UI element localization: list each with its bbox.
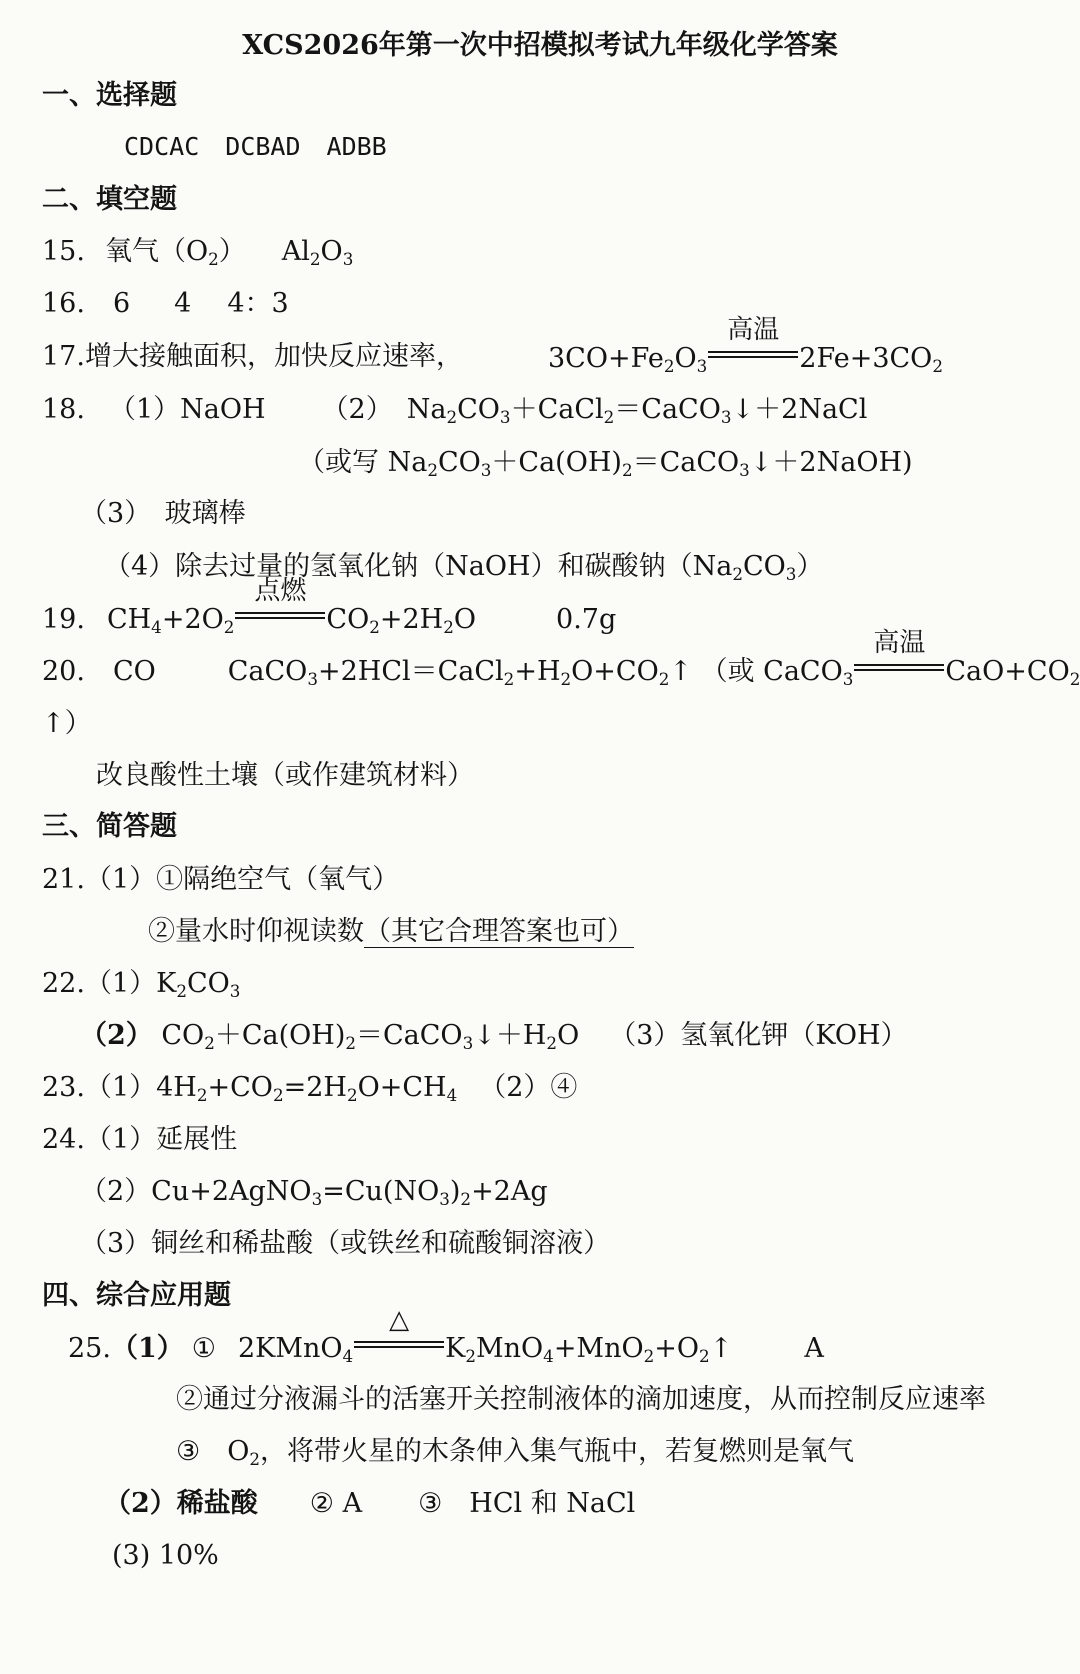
rhs: 2Fe+3CO [799, 343, 933, 374]
q25-p2b: ② A [309, 1488, 363, 1519]
sub: 4 [342, 1346, 354, 1367]
q24-p1: （1）延展性 [84, 1124, 238, 1155]
sub: 2 [249, 1449, 260, 1470]
sub: 2 [309, 249, 321, 270]
q17-text: 增大接触面积，加快反应速率， [84, 341, 463, 372]
q22-p2: （2） [80, 1020, 153, 1051]
sub: 3 [462, 1033, 474, 1054]
answer-21 [42, 866, 399, 893]
lhs: 3CO+Fe [548, 343, 664, 374]
q16-number: 16. [42, 288, 85, 319]
sub: 2 [503, 669, 515, 690]
q22-number: 22. [42, 968, 85, 999]
sub: 2 [643, 1346, 655, 1367]
sub: 2 [621, 460, 633, 481]
page-title: XCS2026年第一次中招模拟考试九年级化学答案 [242, 30, 838, 61]
q15-a: 氧气（O [104, 236, 209, 267]
sub: 4 [543, 1346, 554, 1367]
sub: 2 [732, 564, 743, 585]
sub: 2 [346, 1085, 358, 1106]
q25-p2: （2）稀盐酸 [104, 1488, 258, 1519]
q25-c3 [176, 1436, 854, 1470]
sub: 2 [427, 460, 438, 481]
sub: 2 [176, 981, 187, 1002]
double-line [354, 1341, 444, 1348]
condition-text: 高温 [873, 628, 926, 658]
alt-open: （或写 [298, 447, 379, 478]
q18-p4: （4）除去过量的氢氧化钠（NaOH）和碳酸钠（Na [104, 551, 733, 582]
sub: 3 [342, 249, 354, 270]
answer-18: 18. （1）NaOH （2） $Na_2CO_3+CaCl_2=CaCO_3↓+2NaCl$ [42, 394, 868, 428]
choice-group-3: ADBB [326, 132, 387, 161]
q24-part2: $(2)Cu+2AgNO_3=Cu(NO_3)_2+2Ag$ [80, 1176, 548, 1210]
q23-p1: （1）4H [84, 1072, 197, 1103]
sub: 3 [739, 460, 750, 481]
answer-17 [42, 343, 463, 370]
q19-number: 19. [42, 604, 85, 635]
sub: 2 [603, 407, 615, 428]
sub: 2 [204, 1033, 215, 1054]
q24-number: 24. [42, 1124, 85, 1155]
q15-b: Al [281, 236, 310, 267]
sub: 4 [151, 617, 162, 638]
sub: 3 [842, 669, 854, 690]
q25-number: 25. [68, 1333, 111, 1364]
answer-16 [42, 290, 289, 317]
condition-high-temp-2 [854, 628, 944, 685]
answer-22: $22.(1)K_2CO_3$ [42, 968, 241, 1002]
q20-use: 改良酸性土壤（或作建筑材料） [96, 760, 474, 791]
double-line [235, 612, 325, 619]
q25-c3b: ，将带火星的木条伸入集气瓶中，若复燃则是氧气 [260, 1436, 854, 1467]
choice-group-1: CDCAC [124, 132, 200, 161]
sub: 3 [229, 981, 241, 1002]
sub: 2 [546, 1033, 558, 1054]
answer-20: 20. CO $CaCO_3+2HCl=CaCl_2+H_2O+CO_2↑$ （或 CaCO$_3$ 高温 $CaO+CO_2$ [42, 628, 1080, 690]
q24-p2: （2）Cu+2AgNO [80, 1176, 312, 1207]
q23-number: 23. [42, 1072, 85, 1103]
q17-equation: $3CO+Fe_2O_3$ 高温 $2Fe+3CO_2$ [548, 315, 943, 377]
q21-number: 21. [42, 864, 85, 895]
q18-p1: （1）NaOH [108, 394, 266, 425]
q15-b-mid: O [320, 236, 343, 267]
sub: 2 [699, 1346, 710, 1367]
choice-group-2: DCBAD [225, 132, 301, 161]
double-line [854, 664, 944, 671]
q25-c1: ① [191, 1333, 216, 1364]
condition-text: 高温 [727, 315, 780, 345]
sub: 2 [272, 1085, 284, 1106]
answer-19: 19. $CH_4+2O_2$ 点燃 $CO_2+2H_2O$ 0.7g [42, 576, 617, 638]
sub: 3 [696, 356, 708, 377]
sub: 2 [932, 356, 943, 377]
sub: 3 [480, 460, 492, 481]
q20-a: CO [112, 656, 156, 687]
q25-part2 [104, 1490, 635, 1517]
q16-b: 4 [174, 288, 192, 319]
q22-p1: （1）K [84, 968, 177, 999]
section-short-answer: 三、简答题 [42, 811, 177, 842]
sub: 4 [446, 1085, 458, 1106]
sub: 2 [223, 617, 235, 638]
q23-p2: （2）④ [479, 1072, 578, 1103]
q16-c: 4：3 [227, 288, 289, 319]
q25-c2: ②通过分液漏斗的活塞开关控制液体的滴加速度，从而控制反应速率 [176, 1384, 986, 1415]
sub: 2 [1069, 669, 1080, 690]
q18-part4: （4）除去过量的氢氧化钠（NaOH）和碳酸钠$(Na_2CO_3)$ [104, 551, 824, 585]
section-fill: 二、填空题 [42, 184, 177, 215]
sub: 3 [439, 1189, 450, 1210]
sub: 2 [465, 1346, 476, 1367]
sub: 2 [369, 617, 380, 638]
answer-24 [42, 1126, 237, 1153]
q25-part3: (3) 10% [112, 1540, 219, 1571]
sub: 3 [311, 1189, 323, 1210]
q21-p2b: （其它合理答案也可） [364, 916, 634, 947]
q17-number: 17. [42, 341, 85, 372]
q22-part2: （2） $CO_2+Ca(OH)_2=CaCO_3↓+H_2O$ （3）氢氧化钾（KOH） [80, 1020, 908, 1054]
sub: 2 [443, 617, 454, 638]
section-comprehensive: 四、综合应用题 [42, 1280, 231, 1311]
sub: 2 [460, 1189, 472, 1210]
sub: 2 [658, 669, 670, 690]
q15-a-end: ） [218, 236, 246, 267]
q22-p3: （3）氢氧化钾（KOH） [609, 1020, 908, 1051]
sub: 2 [196, 1085, 208, 1106]
double-line [708, 351, 798, 358]
q15-number: 15. [42, 236, 85, 267]
q24-part3: （3）铜丝和稀盐酸（或铁丝和硫酸铜溶液） [80, 1228, 611, 1259]
choice-answers [124, 134, 387, 159]
condition-high-temp [708, 315, 798, 372]
sub: 2 [345, 1033, 357, 1054]
q21-p2a: ②量水时仰视读数 [148, 916, 364, 947]
sub: 3 [785, 564, 797, 585]
condition-heat [354, 1305, 444, 1362]
answer-23: $23.(1)4H_2+CO_2=2H_2O+CH_4$ （2）④ [42, 1072, 578, 1106]
q18-alt-equation: （或写 $Na_2CO_3+Ca(OH)_2=CaCO_3↓+2NaOH$) [298, 447, 913, 481]
q25-device: A [804, 1333, 824, 1364]
answer-15 [42, 236, 354, 270]
q21-p1: （1）①隔绝空气（氧气） [84, 864, 400, 895]
sub: 2 [663, 356, 675, 377]
sub: 3 [720, 407, 732, 428]
q20-or: （或 [700, 656, 755, 687]
q25-c3a: ③ O [176, 1436, 250, 1467]
answer-25: 25.（1） ① 2KMnO$_4$ △ $K_2MnO_4+MnO_2+O_2↑$ A [68, 1305, 824, 1367]
sub: 2 [208, 249, 219, 270]
condition-ignite [235, 576, 325, 633]
q20-wrap: ↑） [42, 708, 92, 739]
condition-text: △ [389, 1305, 410, 1335]
condition-text: 点燃 [254, 576, 307, 606]
q21-part2 [148, 918, 634, 945]
sub: 2 [446, 407, 458, 428]
q19-mass: 0.7g [556, 604, 617, 635]
q18-number: 18. [42, 394, 85, 425]
q25-p1: （1） [110, 1333, 184, 1364]
q25-p2c: ③ HCl 和 NaCl [418, 1488, 636, 1519]
q20-number: 20. [42, 656, 85, 687]
section-choice: 一、选择题 [42, 80, 177, 111]
sub: 2 [560, 669, 572, 690]
sub: 3 [499, 407, 511, 428]
q18-part3: （3） 玻璃棒 [80, 498, 246, 529]
sub: 3 [307, 669, 318, 690]
q18-p2: （2） [321, 394, 393, 425]
q16-a: 6 [112, 288, 131, 319]
